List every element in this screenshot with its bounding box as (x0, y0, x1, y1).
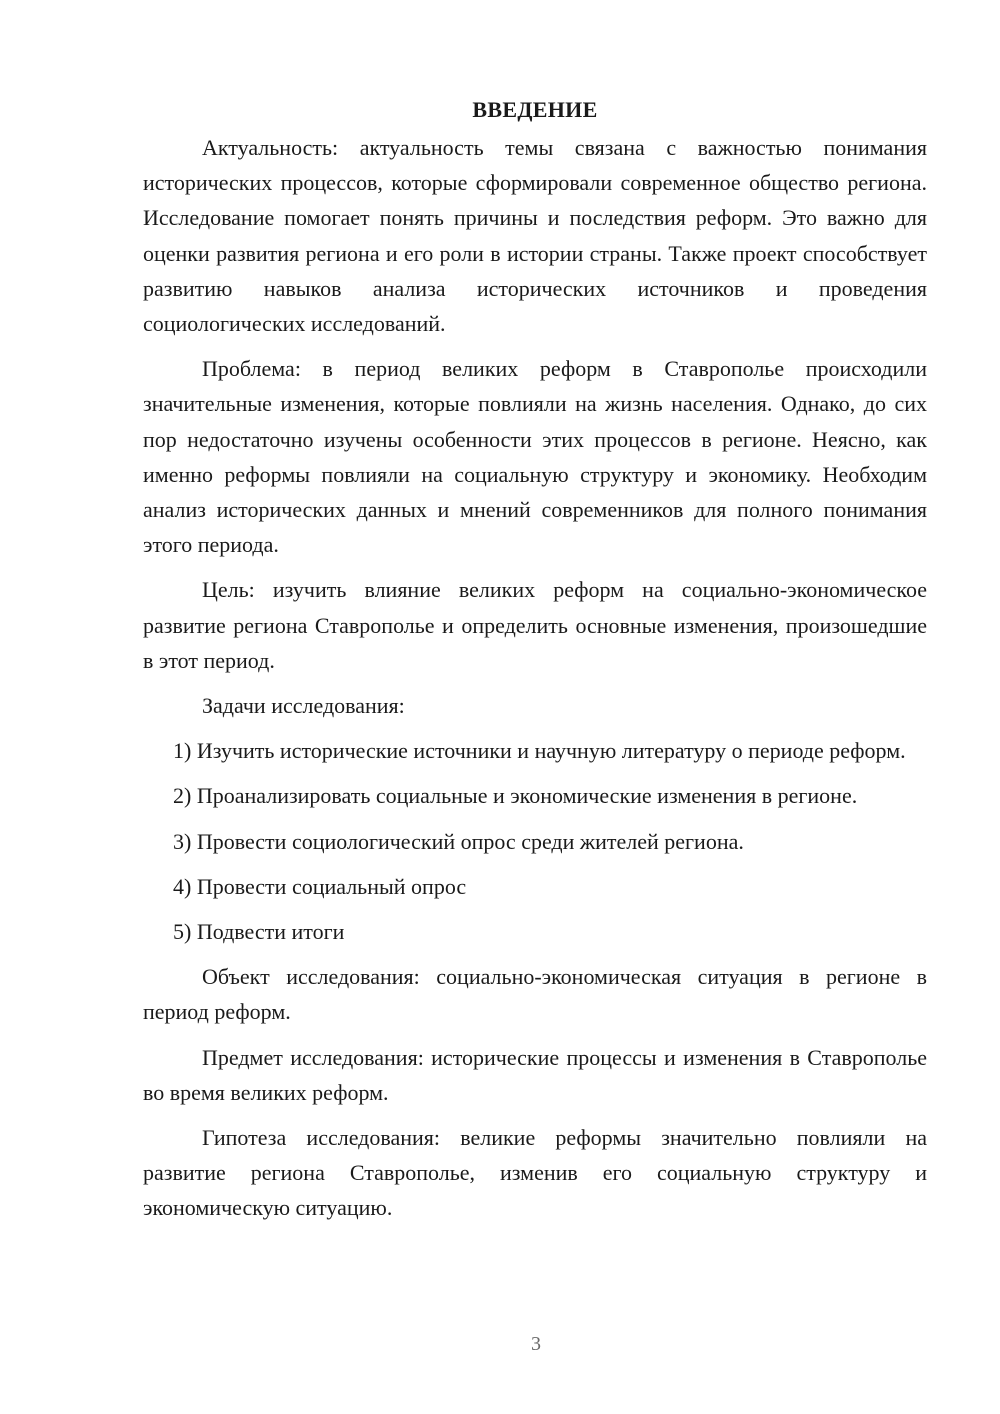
task-item: 5) Подвести итоги (173, 919, 345, 945)
object-paragraph: Объект исследования: социально-экономическая ситуация в регионе в период реформ. (143, 964, 927, 1025)
page-number: 3 (531, 1333, 541, 1355)
relevance-paragraph: Актуальность: актуальность темы связана с важностью понимания исторических процессов, которые сформировали современное общество региона. Исследование помогает понять причины и последствия реформ. Это важно для оценки развития региона и его роли в истории страны. Также проект способствует развитию навыков анализа исторических источников и проведения социологических исследований. (143, 135, 927, 337)
tasks-list (143, 733, 927, 949)
task-item: 3) Провести социологический опрос среди жителей региона. (173, 828, 744, 854)
problem-paragraph: Проблема: в период великих реформ в Ставрополье происходили значительные изменения, которые повлияли на жизнь населения. Однако, до сих пор недостаточно изучены особенности этих процессов в регионе. Неясно, как именно реформы повлияли на социальную структуру и экономику. Необходим анализ исторических данных и мнений современников для полного понимания этого периода. (143, 356, 927, 558)
document-page (143, 92, 927, 1226)
tasks-title: Задачи исследования: (202, 693, 405, 719)
hypothesis-paragraph: Гипотеза исследования: великие реформы значительно повлияли на развитие региона Ставрополье, изменив его социальную структуру и экономическую ситуацию. (143, 1125, 927, 1221)
task-item: 1) Изучить исторические источники и научную литературу о периоде реформ. (173, 738, 906, 764)
subject-paragraph: Предмет исследования: исторические процессы и изменения в Ставрополье во время великих реформ. (143, 1044, 927, 1105)
task-item: 4) Провести социальный опрос (173, 873, 467, 899)
task-item: 2) Проанализировать социальные и экономические изменения в регионе. (173, 783, 858, 809)
section-heading: ВВЕДЕНИЕ (472, 97, 598, 122)
goal-paragraph: Цель: изучить влияние великих реформ на социально-экономическое развитие региона Ставрополье и определить основные изменения, произошедшие в этот период. (143, 577, 927, 673)
